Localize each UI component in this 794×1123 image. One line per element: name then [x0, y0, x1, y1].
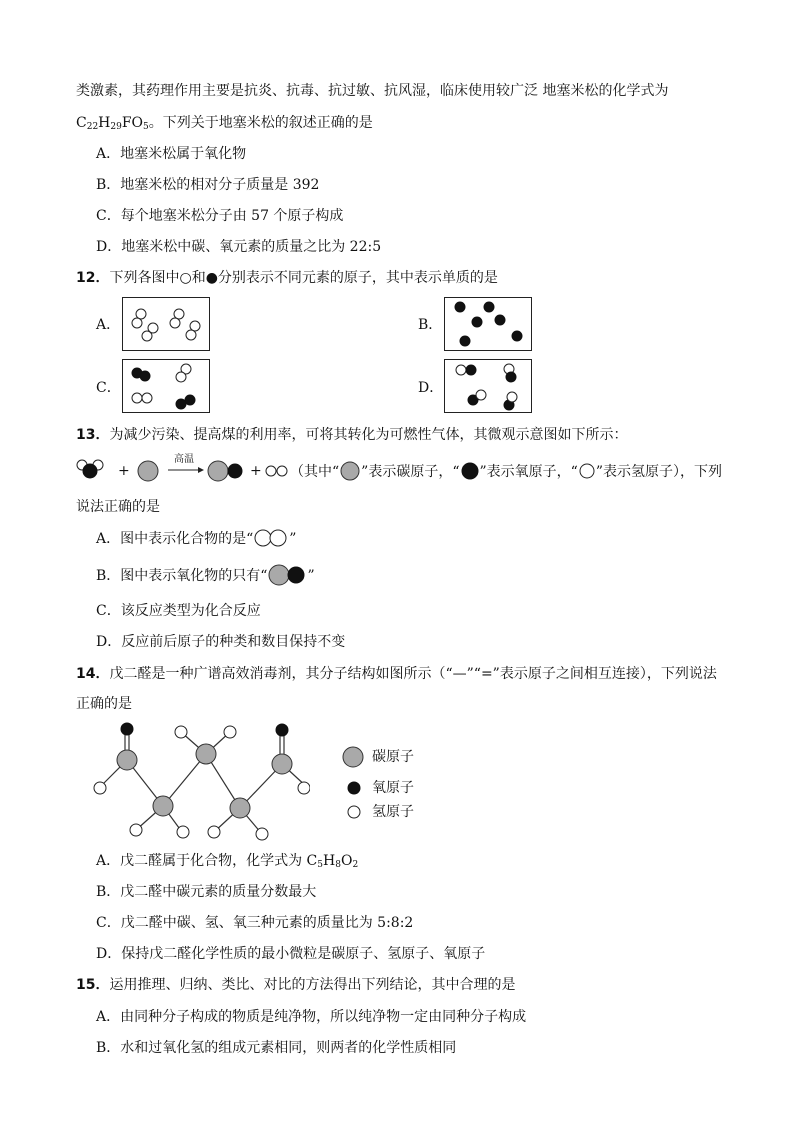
q13-stem: 13．为减少污染、提高煤的利用率，可将其转化为可燃性气体，其微观示意图如下所示： [76, 427, 628, 443]
legend-hydrogen-icon [578, 461, 596, 481]
q12-stem: 12．下列各图中○和●分别表示不同元素的原子，其中表示单质的是 [76, 270, 498, 286]
q13-option-d: D．反应前后原子的种类和数目保持不变 [96, 634, 346, 650]
q13-legend: （其中“ ”表示碳原子，“ ”表示氧原子，“ ”表示氢原子），下列 [290, 461, 722, 482]
q12-label-b: B． [418, 317, 443, 333]
hydrogen-legend-label: 氢原子 [372, 804, 414, 820]
h2-molecule-icon [253, 528, 289, 548]
q12-label-d: D． [418, 380, 444, 396]
product-h2-molecule [264, 464, 290, 478]
hydrogen-legend-icon [347, 805, 361, 819]
q15-stem: 15．运用推理、归纳、类比、对比的方法得出下列结论，其中合理的是 [76, 977, 516, 993]
q11-option-b: B．地塞米松的相对分子质量是 392 [96, 177, 320, 193]
q15-option-a: A．由同种分子构成的物质是纯净物，所以纯净物一定由同种分子构成 [96, 1009, 527, 1025]
q12-diagram-a [122, 297, 210, 351]
product-co-molecule [206, 459, 246, 483]
q14-option-a: A．戊二醛属于化合物，化学式为 $C_5H_8O_2$ [96, 853, 359, 870]
co-molecule-icon [267, 564, 307, 586]
oxygen-legend-icon [347, 781, 361, 795]
q12-label-c: C． [96, 380, 121, 396]
q11-option-d: D．地塞米松中碳、氧元素的质量之比为 22:5 [96, 239, 382, 255]
reaction-arrow [168, 466, 204, 474]
q12-diagram-b [444, 297, 532, 351]
q14-option-d: D．保持戊二醛化学性质的最小微粒是碳原子、氢原子、氧原子 [96, 946, 486, 962]
q14-stem2: 正确的是 [76, 696, 132, 712]
q14-option-c: C．戊二醛中碳、氢、氧三种元素的质量比为 5:8:2 [96, 915, 414, 931]
carbon-legend-label: 碳原子 [372, 749, 414, 765]
q14-stem: 14．戊二醛是一种广谱高效消毒剂，其分子结构如图所示（“—”“=”表示原子之间相互连接），下列说法 [76, 666, 717, 682]
q12-diagram-c [122, 359, 210, 413]
reactant-carbon-atom [136, 459, 160, 483]
legend-carbon-icon [339, 461, 361, 481]
legend-oxygen-icon [460, 461, 480, 481]
plus-sign-2: + [250, 463, 262, 479]
q15-option-b: B．水和过氧化氢的组成元素相同，则两者的化学性质相同 [96, 1040, 457, 1056]
carbon-legend-icon [342, 746, 364, 768]
q12-diagram-d [444, 359, 532, 413]
q12-label-a: A． [96, 317, 121, 333]
glutaraldehyde-structure [90, 722, 310, 844]
q13-stem2: 说法正确的是 [76, 499, 160, 515]
plus-sign: + [118, 463, 130, 479]
q11-option-c: C．每个地塞米松分子由 57 个原子构成 [96, 208, 344, 224]
q13-option-c: C．该反应类型为化合反应 [96, 603, 261, 619]
q11-stem-line2: $C_{22}H_{29}FO_5$。下列关于地塞米松的叙述正确的是 [76, 115, 373, 132]
oxygen-legend-label: 氧原子 [372, 780, 414, 796]
q11-stem-line1: 类激素，其药理作用主要是抗炎、抗毒、抗过敏、抗风湿，临床使用较广泛 地塞米松的化学式为 [76, 83, 669, 99]
q13-option-b: B．图中表示氧化物的只有“ ” [96, 564, 315, 586]
q13-option-a: A．图中表示化合物的是“ ” [96, 528, 296, 549]
q11-option-a: A．地塞米松属于氧化物 [96, 146, 247, 162]
q14-option-b: B．戊二醛中碳元素的质量分数最大 [96, 884, 317, 900]
reaction-condition: 高温 [174, 454, 194, 465]
reactant-water-molecule [76, 458, 104, 482]
q11-formula: $C_{22}H_{29}FO_5$ [76, 115, 149, 132]
